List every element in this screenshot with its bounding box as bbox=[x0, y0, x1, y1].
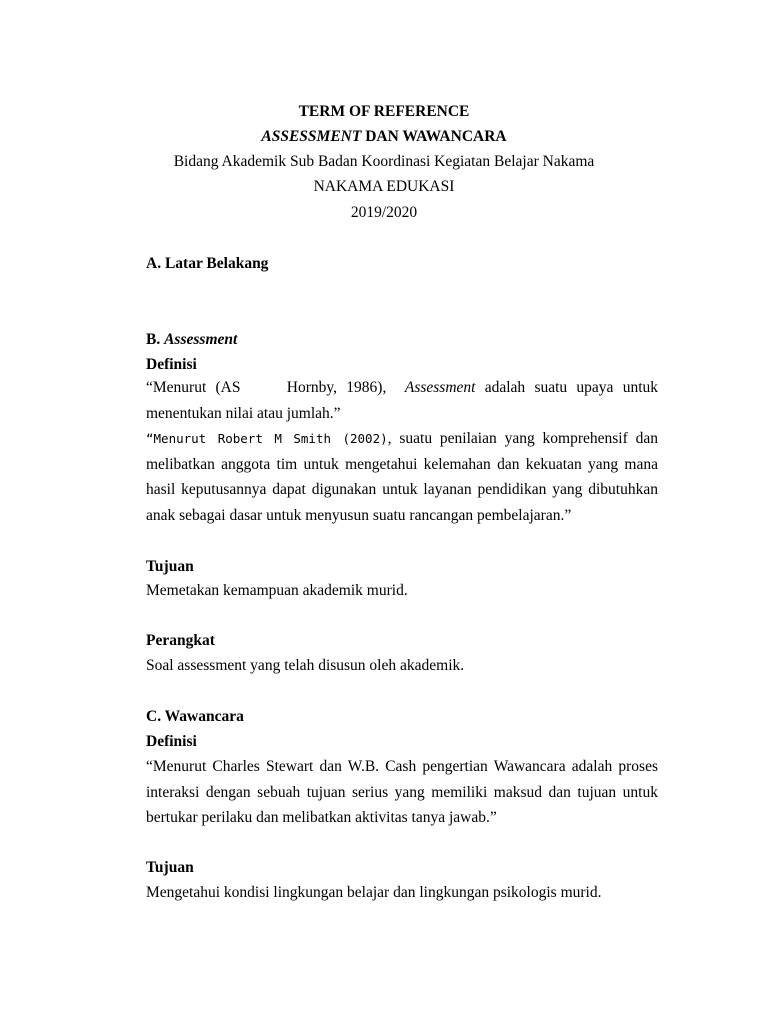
document-title: TERM OF REFERENCE bbox=[298, 103, 470, 120]
section-b-perangkat-label: Perangkat bbox=[146, 632, 215, 649]
section-b-italic: Assessment bbox=[164, 331, 238, 348]
section-b-prefix: B. bbox=[146, 331, 165, 348]
section-c-tujuan-text: Mengetahui kondisi lingkungan belajar dan lingkungan psikologis murid. bbox=[146, 884, 602, 901]
section-b-perangkat-text: Soal assessment yang telah disusun oleh akademik. bbox=[146, 657, 465, 674]
org-line: Bidang Akademik Sub Badan Koordinasi Kegiatan Belajar Nakama bbox=[173, 153, 595, 170]
section-a-heading: A. Latar Belakang bbox=[146, 255, 269, 272]
section-b-definitions bbox=[146, 375, 658, 528]
section-b-tujuan-label: Tujuan bbox=[146, 558, 194, 575]
section-b-heading bbox=[146, 330, 658, 350]
section-c-definition bbox=[146, 754, 658, 831]
section-c-tujuan-label: Tujuan bbox=[146, 859, 194, 876]
subtitle-italic: ASSESSMENT bbox=[261, 128, 362, 145]
section-b-definisi-label: Definisi bbox=[146, 356, 197, 373]
definition-paragraph: “Menurut Charles Stewart dan W.B. Cash pengertian Wawancara adalah proses interaksi dengan sebuah tujuan serius yang memiliki maksud dan tujuan untuk bertukar perilaku dan melibatkan aktivitas tanya jawab.” bbox=[146, 758, 658, 826]
subtitle-rest: DAN WAWANCARA bbox=[361, 128, 507, 145]
document-subtitle bbox=[0, 127, 768, 147]
section-b-tujuan-text: Memetakan kemampuan akademik murid. bbox=[146, 582, 408, 599]
def2-mono: “Menurut Robert M Smith (2002) bbox=[146, 431, 388, 446]
definition-paragraph bbox=[146, 426, 658, 528]
definition-paragraph bbox=[146, 375, 658, 426]
def1-post: adalah suatu upaya untuk menentukan nilai atau jumlah.” bbox=[146, 379, 658, 422]
def1-pre: “Menurut (AS Hornby, 1986), bbox=[146, 379, 405, 396]
def1-italic: Assessment bbox=[404, 379, 476, 396]
document-year: 2019/2020 bbox=[350, 204, 418, 221]
org-name: NAKAMA EDUKASI bbox=[313, 178, 455, 195]
section-c-heading: C. Wawancara bbox=[146, 708, 244, 725]
def2-rest: , suatu penilaian yang komprehensif dan melibatkan anggota tim untuk mengetahui kelemahan dan kekuatan yang mana hasil keputusannya dapat digunakan untuk layanan pendidikan yang dibutuhkan anak sebagai dasar untuk menyusun suatu rancangan pembelajaran.” bbox=[146, 430, 658, 524]
section-c-definisi-label: Definisi bbox=[146, 733, 197, 750]
